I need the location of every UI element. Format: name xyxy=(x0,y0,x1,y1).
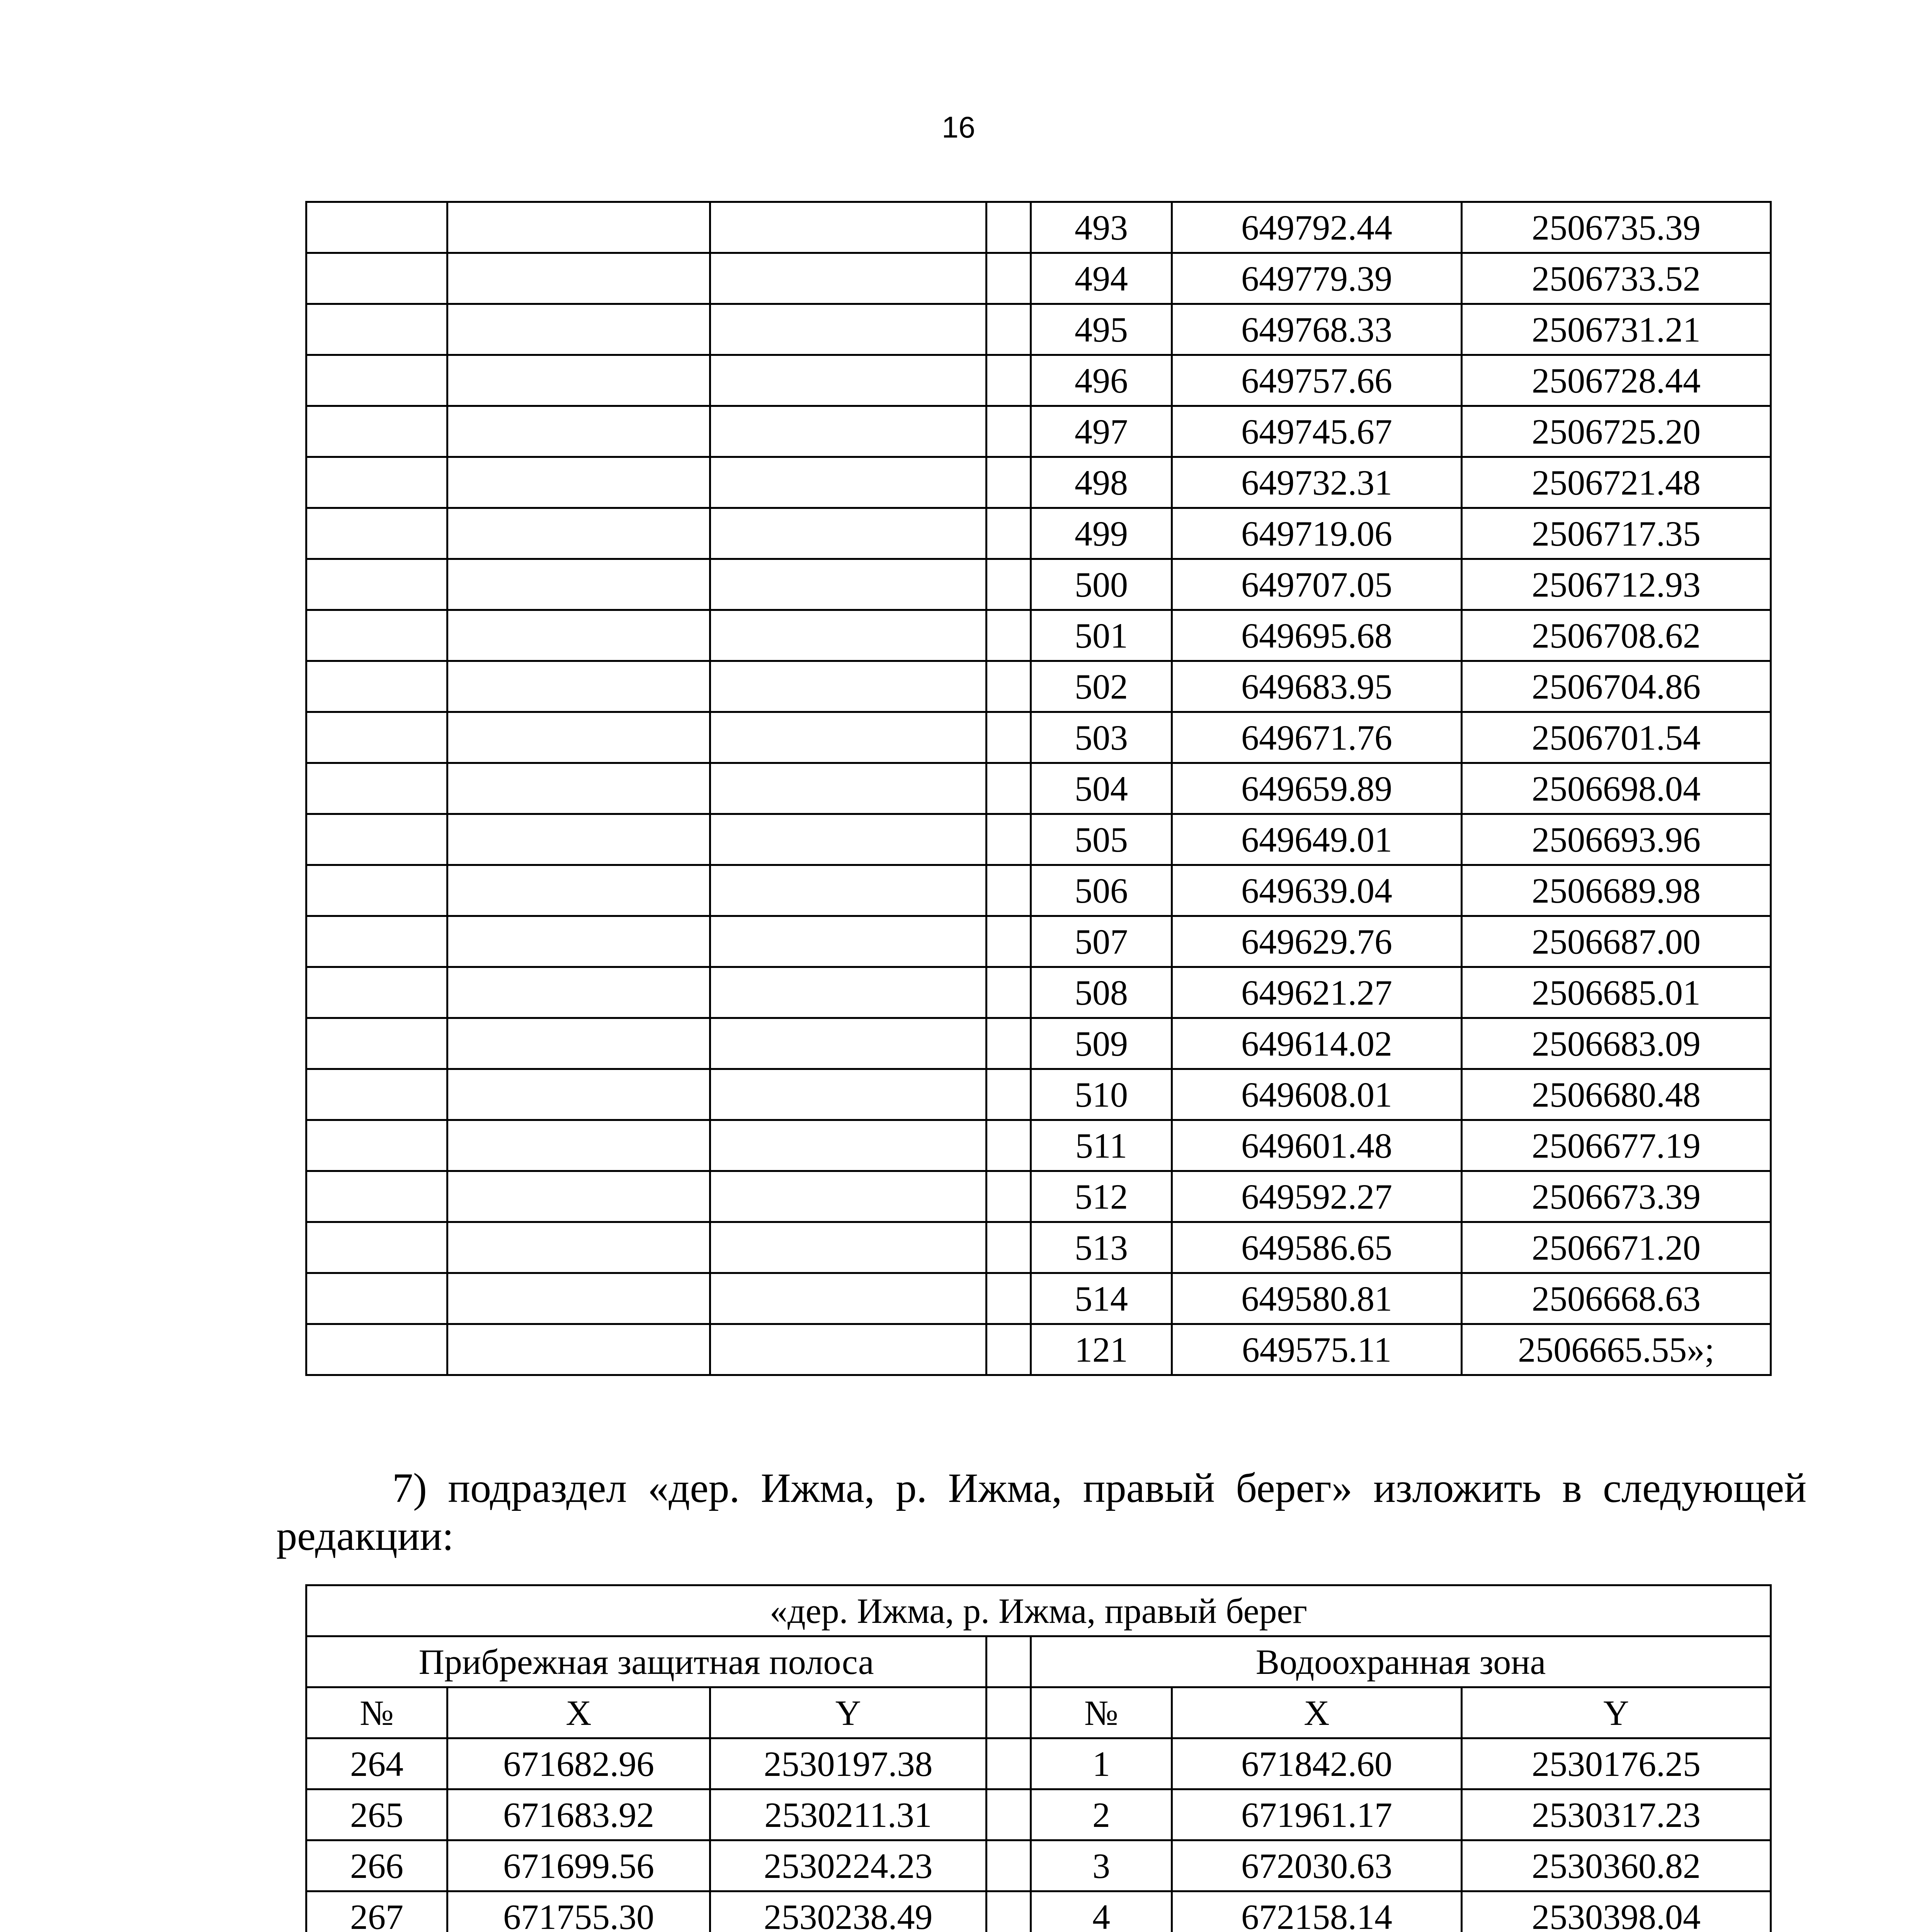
cell-y: 2506680.48 xyxy=(1462,1069,1771,1120)
cell-x: 649745.67 xyxy=(1172,406,1462,457)
cell-y xyxy=(710,763,987,814)
cell-y: 2530224.23 xyxy=(710,1840,987,1891)
cell-x: 649580.81 xyxy=(1172,1273,1462,1324)
cell-no xyxy=(306,1120,447,1171)
cell-x xyxy=(447,661,710,712)
cell-no: 501 xyxy=(1031,610,1172,661)
cell-no: 4 xyxy=(1031,1891,1172,1932)
cell-x xyxy=(447,865,710,916)
cell-no xyxy=(306,457,447,508)
cell-x: 649649.01 xyxy=(1172,814,1462,865)
separator-cell xyxy=(987,457,1031,508)
cell-x: 671683.92 xyxy=(447,1789,710,1840)
cell-no: 2 xyxy=(1031,1789,1172,1840)
cell-no: 495 xyxy=(1031,304,1172,355)
col-header-y: Y xyxy=(1462,1687,1771,1738)
cell-y xyxy=(710,253,987,304)
separator-cell xyxy=(987,1636,1031,1687)
table-row xyxy=(306,712,1771,763)
cell-y: 2506689.98 xyxy=(1462,865,1771,916)
cell-y: 2530238.49 xyxy=(710,1891,987,1932)
table-row xyxy=(306,253,1771,304)
cell-no: 510 xyxy=(1031,1069,1172,1120)
cell-no: 512 xyxy=(1031,1171,1172,1222)
cell-no xyxy=(306,916,447,967)
cell-x: 649592.27 xyxy=(1172,1171,1462,1222)
cell-x xyxy=(447,763,710,814)
cell-no: 266 xyxy=(306,1840,447,1891)
cell-y: 2506728.44 xyxy=(1462,355,1771,406)
cell-x: 671755.30 xyxy=(447,1891,710,1932)
separator-cell xyxy=(987,814,1031,865)
cell-no: 511 xyxy=(1031,1120,1172,1171)
cell-x: 671699.56 xyxy=(447,1840,710,1891)
cell-y: 2506708.62 xyxy=(1462,610,1771,661)
cell-y xyxy=(710,814,987,865)
cell-x: 649792.44 xyxy=(1172,202,1462,253)
table-row xyxy=(306,661,1771,712)
cell-no: 504 xyxy=(1031,763,1172,814)
cell-y: 2506685.01 xyxy=(1462,967,1771,1018)
table-row xyxy=(306,508,1771,559)
table-row xyxy=(306,1222,1771,1273)
separator-cell xyxy=(987,1171,1031,1222)
table-row xyxy=(306,202,1771,253)
cell-y: 2530398.04 xyxy=(1462,1891,1771,1932)
cell-x: 649671.76 xyxy=(1172,712,1462,763)
table-row xyxy=(306,355,1771,406)
coordinates-table-continued xyxy=(305,201,1772,1376)
cell-x xyxy=(447,202,710,253)
cell-x: 671682.96 xyxy=(447,1738,710,1789)
cell-no: 508 xyxy=(1031,967,1172,1018)
separator-cell xyxy=(987,865,1031,916)
cell-no xyxy=(306,967,447,1018)
cell-y: 2506687.00 xyxy=(1462,916,1771,967)
cell-y: 2506701.54 xyxy=(1462,712,1771,763)
cell-no: 506 xyxy=(1031,865,1172,916)
cell-y: 2506668.63 xyxy=(1462,1273,1771,1324)
cell-no xyxy=(306,763,447,814)
table-row xyxy=(306,559,1771,610)
page-number: 16 xyxy=(942,110,975,144)
cell-no: 514 xyxy=(1031,1273,1172,1324)
cell-y: 2530360.82 xyxy=(1462,1840,1771,1891)
cell-x xyxy=(447,253,710,304)
cell-x: 649586.65 xyxy=(1172,1222,1462,1273)
cell-y: 2506677.19 xyxy=(1462,1120,1771,1171)
cell-no: 499 xyxy=(1031,508,1172,559)
cell-y xyxy=(710,712,987,763)
separator-cell xyxy=(987,1222,1031,1273)
table-row xyxy=(306,763,1771,814)
separator-cell xyxy=(987,610,1031,661)
cell-y: 2506693.96 xyxy=(1462,814,1771,865)
cell-x xyxy=(447,1018,710,1069)
table-row xyxy=(306,1789,1771,1840)
cell-y xyxy=(710,916,987,967)
separator-cell xyxy=(987,1069,1031,1120)
cell-no xyxy=(306,1273,447,1324)
separator-cell xyxy=(987,1324,1031,1375)
table-row xyxy=(306,1273,1771,1324)
cell-x xyxy=(447,967,710,1018)
cell-y: 2506673.39 xyxy=(1462,1171,1771,1222)
separator-cell xyxy=(987,1840,1031,1891)
cell-y xyxy=(710,508,987,559)
cell-no: 264 xyxy=(306,1738,447,1789)
separator-cell xyxy=(987,967,1031,1018)
cell-x: 649732.31 xyxy=(1172,457,1462,508)
col-header-x: X xyxy=(447,1687,710,1738)
separator-cell xyxy=(987,1018,1031,1069)
table-row xyxy=(306,457,1771,508)
cell-x xyxy=(447,559,710,610)
cell-y xyxy=(710,661,987,712)
separator-cell xyxy=(987,406,1031,457)
cell-x: 649707.05 xyxy=(1172,559,1462,610)
table-row xyxy=(306,1738,1771,1789)
cell-x xyxy=(447,355,710,406)
table-header-row xyxy=(306,1687,1771,1738)
cell-x xyxy=(447,1171,710,1222)
cell-x xyxy=(447,304,710,355)
amendment-text: 7) подраздел «дер. Ижма, р. Ижма, правый берег» изложить в следующей редакции: xyxy=(276,1465,1806,1559)
cell-x: 649757.66 xyxy=(1172,355,1462,406)
table-row xyxy=(306,406,1771,457)
izhma-right-bank-table xyxy=(305,1584,1772,1932)
separator-cell xyxy=(987,253,1031,304)
cell-x xyxy=(447,406,710,457)
cell-no xyxy=(306,304,447,355)
cell-no xyxy=(306,661,447,712)
separator-cell xyxy=(987,763,1031,814)
cell-no xyxy=(306,355,447,406)
cell-y xyxy=(710,967,987,1018)
cell-no: 3 xyxy=(1031,1840,1172,1891)
cell-y: 2506733.52 xyxy=(1462,253,1771,304)
cell-no xyxy=(306,865,447,916)
separator-cell xyxy=(987,1789,1031,1840)
cell-y xyxy=(710,1171,987,1222)
separator-cell xyxy=(987,304,1031,355)
cell-x: 672030.63 xyxy=(1172,1840,1462,1891)
cell-no: 496 xyxy=(1031,355,1172,406)
cell-x xyxy=(447,1273,710,1324)
coordinates-table-body xyxy=(306,202,1771,1375)
cell-no: 513 xyxy=(1031,1222,1172,1273)
table-row xyxy=(306,1018,1771,1069)
col-header-no: № xyxy=(306,1687,447,1738)
cell-x: 649621.27 xyxy=(1172,967,1462,1018)
cell-y: 2506712.93 xyxy=(1462,559,1771,610)
cell-x: 649629.76 xyxy=(1172,916,1462,967)
cell-y: 2506721.48 xyxy=(1462,457,1771,508)
cell-no: 503 xyxy=(1031,712,1172,763)
cell-y xyxy=(710,355,987,406)
cell-y xyxy=(710,1018,987,1069)
cell-y: 2506671.20 xyxy=(1462,1222,1771,1273)
cell-no: 494 xyxy=(1031,253,1172,304)
table-row xyxy=(306,1891,1771,1932)
table-row xyxy=(306,865,1771,916)
cell-x xyxy=(447,508,710,559)
cell-no: 500 xyxy=(1031,559,1172,610)
cell-x: 649639.04 xyxy=(1172,865,1462,916)
cell-no xyxy=(306,202,447,253)
separator-cell xyxy=(987,1891,1031,1932)
cell-no xyxy=(306,559,447,610)
cell-y: 2530197.38 xyxy=(710,1738,987,1789)
cell-no xyxy=(306,610,447,661)
cell-no xyxy=(306,1324,447,1375)
separator-cell xyxy=(987,916,1031,967)
cell-x: 649695.68 xyxy=(1172,610,1462,661)
group-coastal-protective-strip: Прибрежная защитная полоса xyxy=(306,1636,987,1687)
cell-x: 671842.60 xyxy=(1172,1738,1462,1789)
cell-y xyxy=(710,559,987,610)
cell-no xyxy=(306,814,447,865)
table-row xyxy=(306,1171,1771,1222)
cell-no: 121 xyxy=(1031,1324,1172,1375)
col-header-y: Y xyxy=(710,1687,987,1738)
cell-x xyxy=(447,916,710,967)
cell-no xyxy=(306,508,447,559)
separator-cell xyxy=(987,1738,1031,1789)
table-row xyxy=(306,1840,1771,1891)
table-row xyxy=(306,1069,1771,1120)
izhma-table-body xyxy=(306,1738,1771,1932)
cell-x xyxy=(447,712,710,763)
col-header-x: X xyxy=(1172,1687,1462,1738)
cell-no: 497 xyxy=(1031,406,1172,457)
cell-x: 649719.06 xyxy=(1172,508,1462,559)
cell-y: 2506731.21 xyxy=(1462,304,1771,355)
cell-x xyxy=(447,457,710,508)
cell-y: 2506665.55»; xyxy=(1462,1324,1771,1375)
cell-y xyxy=(710,457,987,508)
table-group-row xyxy=(306,1636,1771,1687)
separator-cell xyxy=(987,712,1031,763)
cell-y xyxy=(710,1222,987,1273)
cell-y: 2530211.31 xyxy=(710,1789,987,1840)
cell-x: 649601.48 xyxy=(1172,1120,1462,1171)
cell-y xyxy=(710,1324,987,1375)
cell-y: 2506683.09 xyxy=(1462,1018,1771,1069)
cell-y xyxy=(710,406,987,457)
cell-x: 649659.89 xyxy=(1172,763,1462,814)
cell-x xyxy=(447,1120,710,1171)
table-row xyxy=(306,304,1771,355)
cell-y xyxy=(710,1069,987,1120)
cell-x: 671961.17 xyxy=(1172,1789,1462,1840)
separator-cell xyxy=(987,202,1031,253)
cell-no xyxy=(306,1222,447,1273)
cell-no: 498 xyxy=(1031,457,1172,508)
cell-no xyxy=(306,253,447,304)
cell-no: 493 xyxy=(1031,202,1172,253)
cell-x xyxy=(447,1222,710,1273)
cell-no: 265 xyxy=(306,1789,447,1840)
cell-x xyxy=(447,814,710,865)
table-row xyxy=(306,1120,1771,1171)
table-row xyxy=(306,916,1771,967)
cell-y xyxy=(710,1273,987,1324)
table-row xyxy=(306,1324,1771,1375)
cell-y xyxy=(710,304,987,355)
cell-no xyxy=(306,406,447,457)
cell-no: 1 xyxy=(1031,1738,1172,1789)
cell-x: 649614.02 xyxy=(1172,1018,1462,1069)
cell-x: 649608.01 xyxy=(1172,1069,1462,1120)
cell-x xyxy=(447,610,710,661)
separator-cell xyxy=(987,1687,1031,1738)
cell-no xyxy=(306,712,447,763)
group-water-protection-zone: Водоохранная зона xyxy=(1031,1636,1771,1687)
cell-x: 649683.95 xyxy=(1172,661,1462,712)
separator-cell xyxy=(987,355,1031,406)
cell-no xyxy=(306,1018,447,1069)
cell-y xyxy=(710,202,987,253)
cell-y xyxy=(710,1120,987,1171)
cell-no xyxy=(306,1171,447,1222)
cell-x: 672158.14 xyxy=(1172,1891,1462,1932)
table-row xyxy=(306,610,1771,661)
cell-y: 2530317.23 xyxy=(1462,1789,1771,1840)
amendment-paragraph xyxy=(276,1464,1806,1560)
cell-y: 2506717.35 xyxy=(1462,508,1771,559)
table-title: «дер. Ижма, р. Ижма, правый берег xyxy=(306,1585,1771,1636)
separator-cell xyxy=(987,1120,1031,1171)
cell-no: 267 xyxy=(306,1891,447,1932)
cell-x xyxy=(447,1069,710,1120)
cell-no: 509 xyxy=(1031,1018,1172,1069)
cell-y: 2506698.04 xyxy=(1462,763,1771,814)
cell-y: 2506735.39 xyxy=(1462,202,1771,253)
cell-no: 505 xyxy=(1031,814,1172,865)
cell-y xyxy=(710,865,987,916)
table-row xyxy=(306,967,1771,1018)
cell-no: 502 xyxy=(1031,661,1172,712)
col-header-no: № xyxy=(1031,1687,1172,1738)
cell-no xyxy=(306,1069,447,1120)
separator-cell xyxy=(987,1273,1031,1324)
separator-cell xyxy=(987,661,1031,712)
table-title-row xyxy=(306,1585,1771,1636)
cell-x: 649575.11 xyxy=(1172,1324,1462,1375)
cell-no: 507 xyxy=(1031,916,1172,967)
table-row xyxy=(306,814,1771,865)
cell-y: 2506704.86 xyxy=(1462,661,1771,712)
separator-cell xyxy=(987,508,1031,559)
cell-y: 2530176.25 xyxy=(1462,1738,1771,1789)
cell-x: 649768.33 xyxy=(1172,304,1462,355)
cell-y: 2506725.20 xyxy=(1462,406,1771,457)
cell-y xyxy=(710,610,987,661)
cell-x: 649779.39 xyxy=(1172,253,1462,304)
cell-x xyxy=(447,1324,710,1375)
separator-cell xyxy=(987,559,1031,610)
